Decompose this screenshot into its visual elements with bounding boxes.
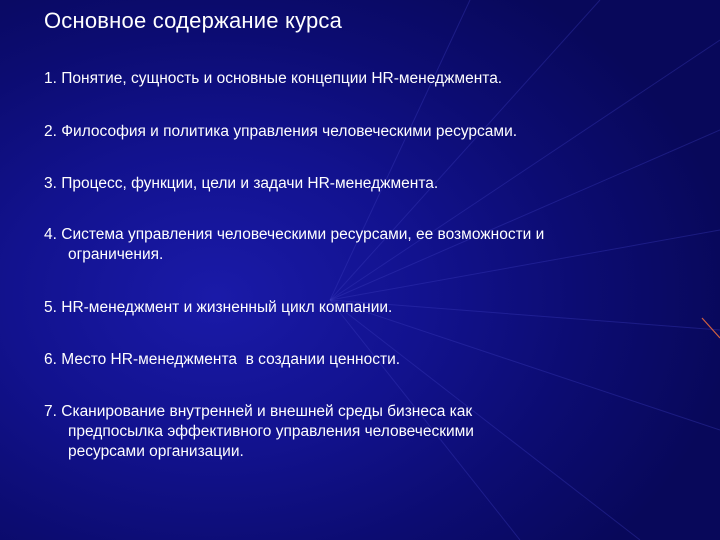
item-text-continuation: ресурсами организации. bbox=[68, 443, 244, 460]
accent-line bbox=[702, 318, 720, 338]
item-text: Система управления человеческими ресурсами, ее возможности и bbox=[61, 226, 545, 243]
item-text: Понятие, сущность и основные концепции HR-менеджмента. bbox=[61, 70, 503, 87]
item-number: 1. bbox=[44, 70, 57, 87]
item-number: 4. bbox=[44, 226, 57, 243]
item-number: 7. bbox=[44, 403, 57, 420]
list-item bbox=[44, 350, 684, 370]
item-text: Сканирование внутренней и внешней среды бизнеса как bbox=[61, 403, 473, 420]
item-text-continuation: предпосылка эффективного управления человеческими bbox=[68, 423, 474, 440]
item-number: 6. bbox=[44, 351, 57, 368]
item-number: 2. bbox=[44, 123, 57, 140]
ray-line bbox=[330, 130, 720, 300]
item-text: Место HR-менеджмента в создании ценности. bbox=[61, 351, 401, 368]
list-item bbox=[44, 402, 684, 462]
list-item bbox=[44, 225, 684, 265]
item-text: Процесс, функции, цели и задачи HR-менеджмента. bbox=[61, 175, 439, 192]
slide-title: Основное содержание курса bbox=[44, 8, 343, 33]
item-number: 5. bbox=[44, 299, 57, 316]
item-text-continuation: ограничения. bbox=[68, 246, 164, 263]
item-number: 3. bbox=[44, 175, 57, 192]
list-item bbox=[44, 122, 684, 142]
list-item bbox=[44, 174, 684, 194]
item-text: HR-менеджмент и жизненный цикл компании. bbox=[61, 299, 393, 316]
list-item bbox=[44, 69, 684, 89]
item-text: Философия и политика управления человеческими ресурсами. bbox=[61, 123, 518, 140]
list-item bbox=[44, 298, 684, 318]
